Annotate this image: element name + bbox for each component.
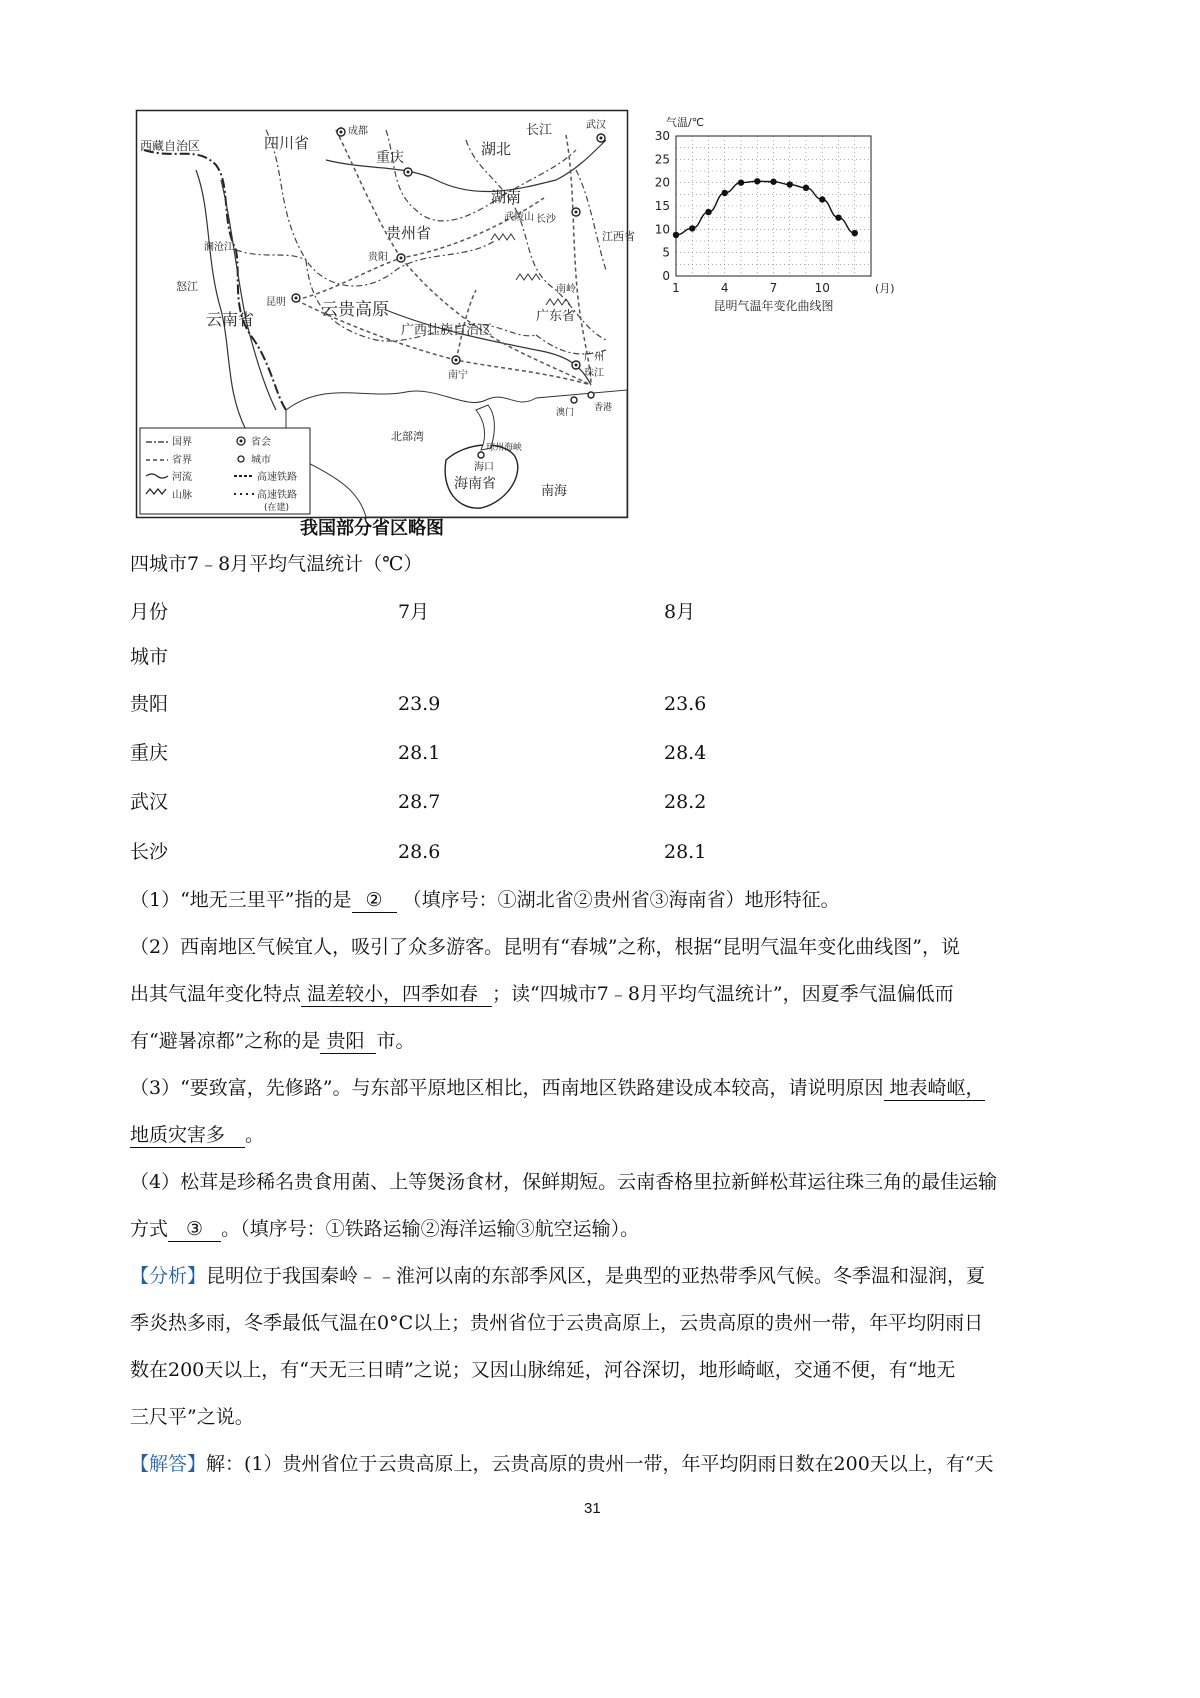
table-row-aug: 28.4: [664, 742, 707, 764]
question-3-line2: [130, 1123, 264, 1148]
legend-river: 河流: [172, 472, 192, 483]
city-macau: [571, 397, 577, 403]
y-tick-label: 0: [662, 269, 670, 283]
x-tick-label: 1: [672, 281, 680, 295]
table-row-city: 长沙: [130, 841, 169, 863]
legend-hsr-building: 高速铁路: [257, 490, 297, 501]
q2-text: 出其气温年变化特点: [130, 983, 302, 1005]
label-nanhai: 南海: [541, 484, 568, 499]
analysis-text: 昆明位于我国秦岭﹣﹣淮河以南的东部季风区，是典型的亚热带季风气候。冬季温和湿润，夏: [206, 1265, 986, 1287]
data-point: [852, 230, 858, 236]
table-header-month: 月份: [130, 601, 169, 623]
legend-city: 城市: [251, 455, 271, 466]
label-nujiang: 怒江: [176, 280, 198, 293]
table-header-aug: 8月: [664, 601, 696, 623]
kunming-temperature-chart: [640, 110, 900, 320]
x-tick-label: 10: [814, 281, 830, 295]
table-header-city: 城市: [130, 646, 169, 668]
x-axis-label: (月): [875, 282, 895, 295]
data-point: [754, 178, 760, 184]
q1-text: （填序号：①湖北省②贵州省③海南省）地形特征。: [402, 889, 840, 911]
question-2-line1: （2）西南地区气候宜人，吸引了众多游客。昆明有“春城”之称，根据“昆明气温年变化曲线图”，说: [130, 936, 960, 958]
table-row-aug: 23.6: [664, 693, 707, 715]
question-4-line2: [130, 1217, 639, 1242]
label-nanning: 南宁: [448, 370, 468, 381]
label-guangdong: 广东省: [536, 309, 576, 324]
label-tibet: 西藏自治区: [140, 139, 201, 153]
map-legend: [140, 428, 310, 514]
city-hongkong: [588, 392, 594, 398]
data-point: [819, 196, 825, 202]
table-row-july: 28.6: [398, 841, 441, 863]
label-nanling: 南岭: [556, 284, 576, 295]
q2-text: 有“避暑凉都”之称的是: [130, 1030, 321, 1052]
series-line: [676, 181, 855, 235]
data-point: [787, 181, 793, 187]
chart-title: 昆明气温年变化曲线图: [713, 299, 834, 313]
legend-national-border: 国界: [172, 437, 192, 448]
label-yunnan: 云南省: [206, 310, 255, 329]
legend-note: (在建): [264, 503, 290, 513]
table-header-july: 7月: [398, 601, 430, 623]
q3-answer: 地质灾害多: [130, 1123, 245, 1148]
answer-line1: [130, 1452, 994, 1476]
label-macau: 澳门: [556, 408, 575, 418]
data-point: [705, 209, 711, 215]
label-sichuan: 四川省: [264, 134, 310, 152]
q2-answer-1: 温差较小，四季如春: [301, 982, 492, 1007]
province-map: [136, 110, 635, 518]
analysis-line2: 季炎热多雨，冬季最低气温在0°C以上；贵州省位于云贵高原上，云贵高原的贵州一带，年平均阴雨日: [130, 1312, 984, 1334]
table-row-aug: 28.2: [664, 791, 707, 813]
data-point: [835, 214, 841, 220]
q2-text: ；读“四城市7﹣8月平均气温统计”，因夏季气温偏低而: [492, 983, 954, 1005]
label-chengdu: 成都: [348, 126, 368, 137]
q3-text: （3）“要致富，先修路”。与东部平原地区相比，西南地区铁路建设成本较高，请说明原因: [130, 1077, 884, 1099]
y-axis-label: 气温/℃: [666, 116, 705, 129]
q2-answer-2: 贵阳: [320, 1029, 376, 1054]
label-guangzhou: 广州: [584, 352, 604, 363]
province-map-figure: [136, 110, 635, 518]
legend-hsr: 高速铁路: [257, 472, 297, 483]
table-row-july: 28.7: [398, 791, 441, 813]
y-tick-label: 20: [654, 175, 670, 190]
answer-text: 解：(1）贵州省位于云贵高原上，云贵高原的贵州一带，年平均阴雨日数在200天以上，有“天: [206, 1453, 994, 1475]
q1-answer: ②: [352, 888, 397, 913]
label-changsha: 长沙: [536, 214, 556, 225]
q4-text: 。（填序号：①铁路运输②海洋运输③航空运输）。: [221, 1218, 640, 1240]
q3-answer: 地表崎岖，: [884, 1076, 985, 1101]
label-hainan: 海南省: [454, 476, 496, 492]
q2-text: 市。: [376, 1030, 415, 1052]
table-row-city: 武汉: [130, 791, 169, 813]
label-hunan: 湖南: [491, 188, 522, 206]
x-tick-label: 7: [769, 281, 778, 295]
q4-answer: ③: [168, 1217, 221, 1242]
table-row-city: 重庆: [130, 742, 169, 764]
data-point: [803, 185, 809, 191]
data-point: [722, 190, 728, 196]
x-tick-label: 4: [720, 281, 729, 295]
table-row-july: 23.9: [398, 693, 441, 715]
y-tick-label: 30: [654, 129, 670, 143]
label-guangxi: 广西壮族自治区: [401, 323, 493, 338]
q3-text: 。: [245, 1124, 265, 1146]
question-2-line3: [130, 1029, 414, 1054]
label-hubei: 湖北: [481, 140, 512, 158]
y-tick-label: 10: [654, 222, 670, 237]
data-point: [673, 232, 679, 238]
analysis-line3: 数在200天以上，有“天无三日晴”之说；又因山脉绵延，河谷深切，地形崎岖，交通不便，有“地无: [130, 1359, 956, 1381]
temperature-line-chart: [640, 110, 900, 320]
question-4-line1: （4）松茸是珍稀名贵食用菌、上等煲汤食材，保鲜期短。云南香格里拉新鲜松茸运往珠三角的最佳运输: [130, 1171, 998, 1193]
label-jiangxi: 江西省: [602, 230, 635, 243]
label-wuhan: 武汉: [586, 120, 606, 131]
data-point: [689, 225, 695, 231]
q1-text: （1）“地无三里平”指的是: [130, 889, 352, 911]
label-chongqing: 重庆: [376, 150, 404, 166]
label-qiongzhou: 琼州海峡: [486, 443, 523, 453]
label-guizhou: 贵州省: [386, 224, 432, 242]
page-number: 31: [584, 1500, 601, 1517]
label-yungui: 云贵高原: [321, 300, 389, 320]
data-point: [770, 179, 776, 185]
analysis-line1: [130, 1264, 985, 1288]
answer-tag: 【解答】: [130, 1453, 207, 1475]
city-haikou: [478, 452, 484, 458]
question-1: [130, 888, 840, 913]
analysis-tag: 【分析】: [130, 1265, 207, 1287]
label-lancang: 澜沧江: [204, 242, 234, 253]
label-beibu: 北部湾: [391, 430, 424, 443]
question-3-line1: [130, 1076, 985, 1101]
table-row-city: 贵阳: [130, 693, 169, 715]
label-changjiang: 长江: [526, 123, 553, 138]
legend-provincial-border: 省界: [172, 455, 192, 466]
legend-provincial-capital: 省会: [251, 437, 271, 448]
label-wuling: 武陵山: [504, 212, 534, 223]
analysis-line4: 三尺平”之说。: [130, 1406, 254, 1428]
q4-text: 方式: [130, 1218, 169, 1240]
y-tick-label: 15: [654, 199, 670, 213]
label-guiyang: 贵阳: [368, 252, 388, 263]
data-point: [738, 179, 744, 185]
label-hongkong: 香港: [594, 403, 613, 413]
table-row-july: 28.1: [398, 742, 441, 764]
label-haikou: 海口: [474, 462, 494, 473]
legend-mountain: 山脉: [172, 490, 192, 501]
label-kunming: 昆明: [266, 297, 286, 308]
y-tick-label: 25: [654, 152, 670, 167]
label-zhujiang: 珠江: [584, 368, 604, 379]
question-2-line2: [130, 982, 954, 1007]
map-caption: 我国部分省区略图: [300, 518, 444, 539]
table-row-aug: 28.1: [664, 841, 707, 863]
y-tick-label: 5: [662, 245, 670, 260]
table-title: 四城市7﹣8月平均气温统计（℃）: [130, 553, 423, 575]
